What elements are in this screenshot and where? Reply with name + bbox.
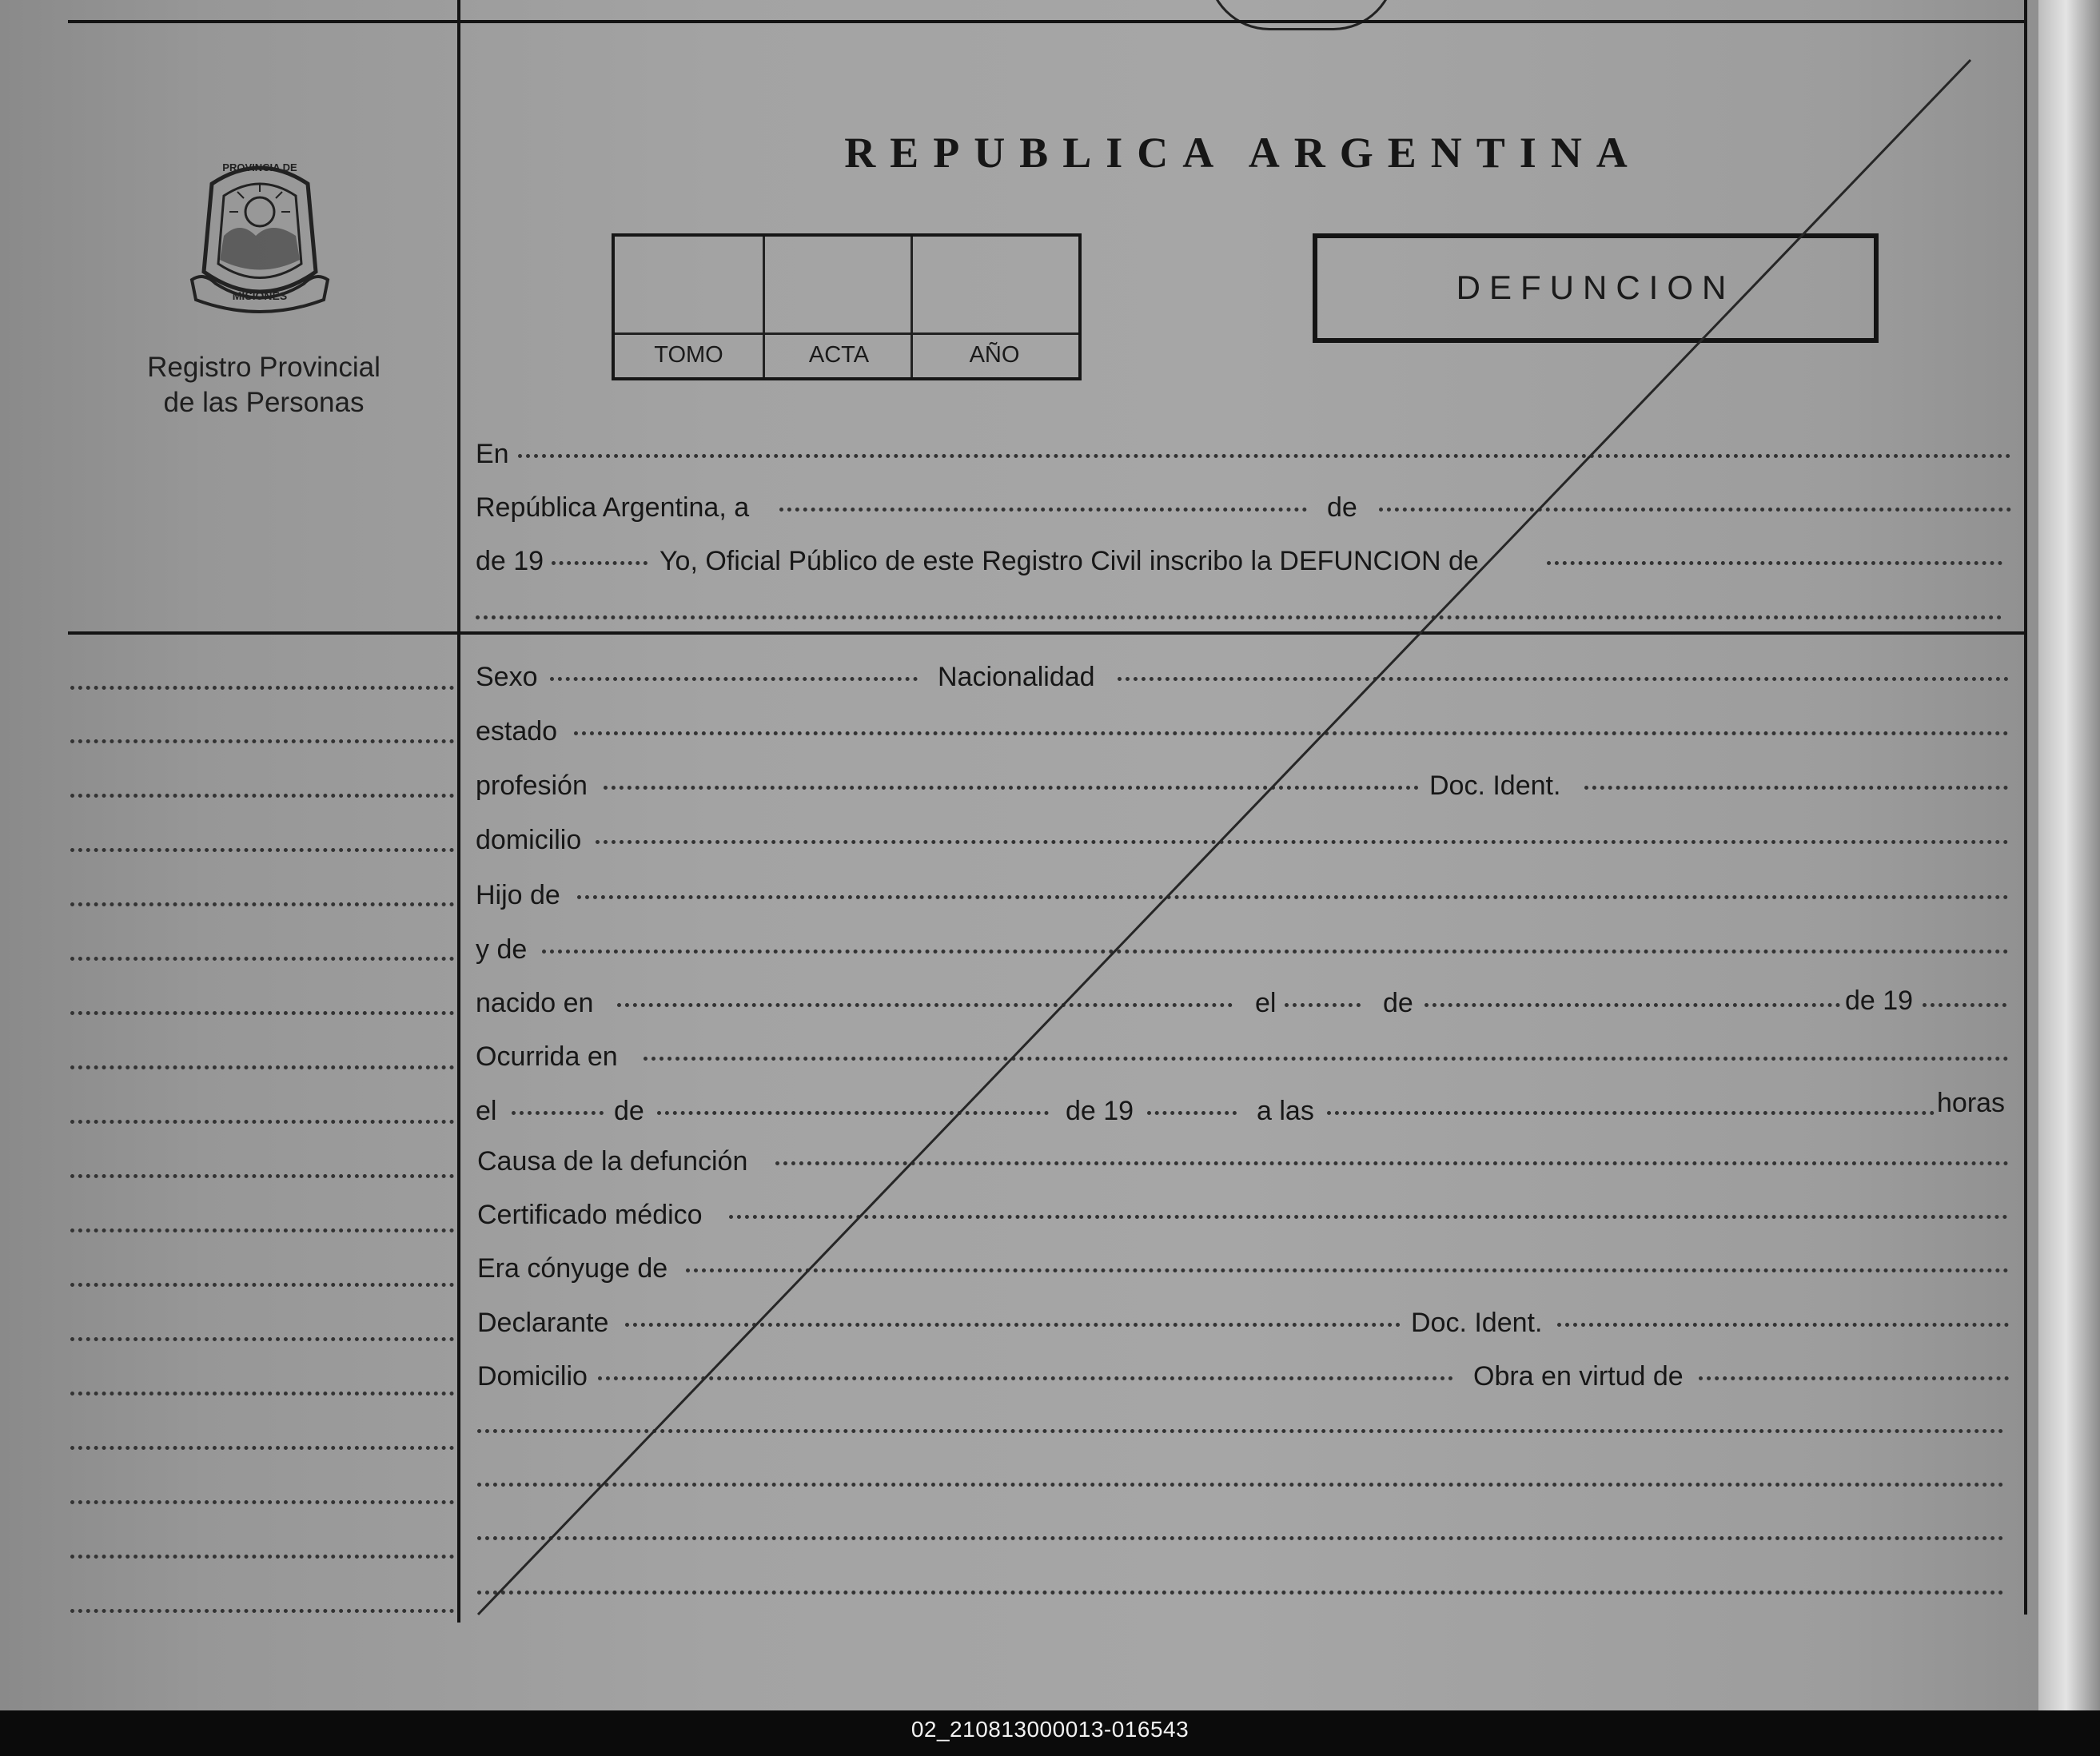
inscribo-text: Yo, Oficial Público de este Registro Civil inscribo la DEFUNCION de: [659, 546, 1479, 576]
de19-label: de 19: [476, 546, 544, 576]
seal-text-top: PROVINCIA DE: [222, 161, 297, 173]
republica-label: República Argentina, a: [476, 492, 750, 523]
scan-id: 02_210813000013-016543: [911, 1717, 1189, 1742]
doc-ident-label: Doc. Ident.: [1429, 770, 1561, 801]
ocurrida-de-label: de: [614, 1096, 644, 1126]
nacionalidad-label: Nacionalidad: [938, 662, 1095, 692]
registry-name-line2: de las Personas: [163, 387, 365, 418]
seal-text-bottom: MISIONES: [232, 289, 288, 302]
declarante-doc-ident-label: Doc. Ident.: [1411, 1308, 1543, 1338]
acta-label: ACTA: [808, 342, 870, 368]
registry-name-line1: Registro Provincial: [147, 352, 381, 383]
ocurrida-en-label: Ocurrida en: [476, 1041, 618, 1072]
act-type-label: DEFUNCION: [1456, 269, 1735, 306]
obra-en-virtud-label: Obra en virtud de: [1473, 1361, 1684, 1392]
tomo-label: TOMO: [654, 342, 723, 368]
domicilio-label: domicilio: [476, 825, 582, 855]
hijo-de-label: Hijo de: [476, 880, 560, 910]
sexo-label: Sexo: [476, 662, 538, 692]
ocurrida-de19-label: de 19: [1066, 1096, 1134, 1126]
certificado-label: Certificado médico: [477, 1200, 703, 1230]
ocurrida-el-label: el: [476, 1096, 497, 1126]
horas-label: horas: [1937, 1088, 2006, 1118]
a-las-label: a las: [1257, 1096, 1314, 1126]
declarante-domicilio-label: Domicilio: [477, 1361, 588, 1392]
nacido-en-label: nacido en: [476, 988, 594, 1018]
estado-label: estado: [476, 716, 558, 747]
anio-label: AÑO: [969, 342, 1020, 368]
fecha-de-label: de: [1327, 492, 1357, 523]
nacido-el-label: el: [1255, 988, 1277, 1018]
y-de-label: y de: [476, 934, 528, 965]
country-title: REPUBLICA ARGENTINA: [844, 129, 1642, 177]
nacido-de19-label: de 19: [1845, 986, 1914, 1016]
causa-label: Causa de la defunción: [477, 1146, 748, 1177]
profesion-label: profesión: [476, 770, 588, 801]
declarante-label: Declarante: [477, 1308, 609, 1338]
nacido-de-label: de: [1383, 988, 1413, 1018]
en-label: En: [476, 439, 509, 469]
conyuge-label: Era cónyuge de: [477, 1253, 668, 1284]
